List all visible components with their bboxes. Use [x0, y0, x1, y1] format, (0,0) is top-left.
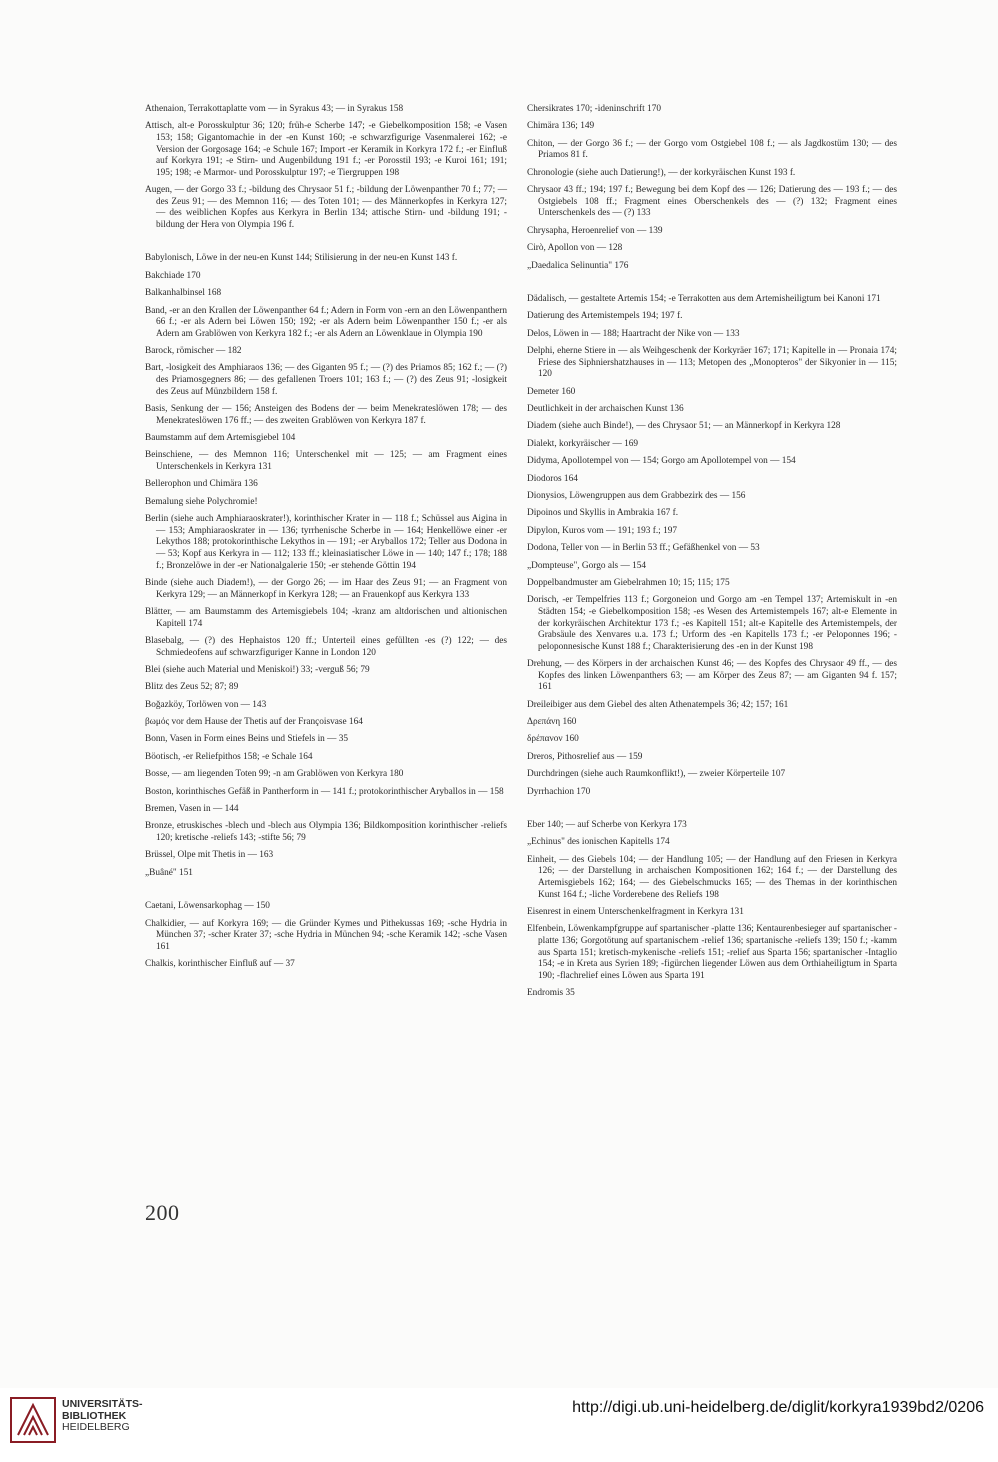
- index-entry: Böotisch, -er Reliefpithos 158; -e Schale 164: [145, 751, 313, 762]
- index-entry: Delos, Löwen in — 188; Haartracht der Nike von — 133: [527, 328, 740, 339]
- index-entry: Didyma, Apollotempel von — 154; Gorgo am Apollotempel von — 154: [527, 456, 796, 467]
- logo-line-2: BIBLIOTHEK: [62, 1409, 127, 1422]
- index-column-left: [145, 104, 507, 977]
- index-entry: Dipylon, Kuros vom — 191; 193 f.; 197: [527, 525, 678, 536]
- footer-bar: [0, 1388, 998, 1462]
- index-entry: Elfenbein, Löwenkampfgruppe auf spartanischer -platte 136; Kentaurenbesieger auf spartanischer -platte 136; Gorgotötung auf spartanischem -relief 136; spartanische -reliefs 139; 150 f.; -kamm aus Sparta 151; kretisch-mykenische -reliefs 151; -relief aus Sparta 156; spartanischer -Intaglio 154; -e in Kreta aus Syrien 189; -figürchen liegender Löwen aus dem Orthiaheiligtum in Sparta 190; -flachrelief eines Löwen aus Sparta 191: [527, 924, 897, 981]
- library-logo-icon: [10, 1397, 56, 1443]
- index-entry: Datierung des Artemistempels 194; 197 f.: [527, 311, 683, 322]
- index-entry: Bakchiade 170: [145, 270, 201, 281]
- index-entry: Chersikrates 170; -ideninschrift 170: [527, 104, 662, 114]
- index-entry: „Echinus" des ionischen Kapitells 174: [527, 837, 670, 848]
- index-entry: „Buâné" 151: [145, 867, 193, 878]
- index-entry: Dodona, Teller von — in Berlin 53 ff.; Gefäßhenkel von — 53: [527, 543, 760, 554]
- index-entry: Band, -er an den Krallen der Löwenpanther 64 f.; Adern in Form von -ern an den Löwenpanthern 66 f.; -er als Adern bei Löwen 150; 192; -er als Adern beim Löwenpanther 150 f.; -er als Adern am Grablöwen von Kerkyra 182 f.; -er als Adern an Löwenklaue in Olympia 190: [145, 305, 507, 339]
- index-entry: Endromis 35: [527, 988, 575, 999]
- index-entry: Blätter, — am Baumstamm des Artemisgiebels 104; -kranz am altdorischen und altionischen Kapitell 174: [145, 606, 507, 629]
- index-entry: Blei (siehe auch Material und Meniskoi!) 33; -verguß 56; 79: [145, 664, 370, 675]
- index-entry: Einheit, — des Giebels 104; — der Handlung 105; — der Handlung auf den Friesen in Kerkyra 126; — der Darstellung in archaischen Kompositionen 162; 164 f.; — der Darstellung des Artemisgiebels 162; 164; — des Giebelschmucks 165; — des Themas in der korinthischen Kunst 164 f.; -liche Vorderebene des Reliefs 198: [527, 854, 897, 900]
- index-entry: Binde (siehe auch Diadem!), — der Gorgo 26; — im Haar des Zeus 91; — an Fragment von Kerkyra 129; — an Männerkopf in Kerkyra 128; — an Frauenkopf aus Kerkyra 133: [145, 577, 507, 600]
- index-entry: „Dompteuse", Gorgo als — 154: [527, 560, 647, 571]
- logo-line-1: UNIVERSITÄTS-: [62, 1398, 143, 1410]
- index-entry: Dorisch, -er Tempelfries 113 f.; Gorgoneion und Gorgo am -en Tempel 137; Artemiskult in -en Städten 154; -e Giebelkomposition 158; -es Wesen des Artemistempels 167; alt-e Elemente in der korkyräischen Architektur 173 f.; -es Kapitell 151; alt-e Kapitelle des Artemistempels, der Grabsäule des Xenvares u.a. 173 f.; Urform des -en Kapitells 173 f.; -er Peloponnes 196; -peloponnesische Kunst 188 f.; Charakterisierung des -en in der Kunst 198: [527, 595, 897, 652]
- index-column-right: [527, 104, 897, 1006]
- index-entry: Bemalung siehe Polychromie!: [145, 496, 258, 507]
- section-gap: [527, 278, 897, 294]
- index-entry: Diodoros 164: [527, 473, 578, 484]
- index-entry: Balkanhalbinsel 168: [145, 288, 222, 299]
- index-entry: Barock, römischer — 182: [145, 346, 242, 357]
- index-entry: Caetani, Löwensarkophag — 150: [145, 901, 270, 912]
- index-entry: Bellerophon und Chimära 136: [145, 479, 258, 490]
- logo-line-3: HEIDELBERG: [62, 1421, 130, 1433]
- index-entry: Attisch, alt-e Porosskulptur 36; 120; früh-e Scherbe 147; -e Giebelkomposition 158; -e Vasen 153; 158; Gigantomachie in der -en Kunst 160; -e schwarzfigurige Vasenmalerei 162; -e Version der Gorgosage 164; -e Schule 167; Import -er Keramik in Korkyra 172 f.; -er Einfluß auf Korkyra 191; -e Stirn- und Augenbildung 191 f.; -er Porosstil 193; -e Kuroi 161; 191; 195; 198; -e Marmor- und Porosskulptur 197; -e Tiergruppen 198: [145, 121, 507, 178]
- index-entry: Eber 140; — auf Scherbe von Kerkyra 173: [527, 820, 687, 831]
- index-entry: βωμός vor dem Hause der Thetis auf der Françoisvase 164: [145, 717, 363, 728]
- index-entry: Chiton, — der Gorgo 36 f.; — der Gorgo vom Ostgiebel 108 f.; — als Jagdkostüm 130; — des Priamos 81 f.: [527, 138, 897, 161]
- index-entry: Beinschiene, — des Memnon 116; Unterschenkel mit — 125; — am Fragment eines Unterschenkels in Kerkyra 131: [145, 450, 507, 473]
- index-entry: Deutlichkeit in der archaischen Kunst 136: [527, 404, 684, 415]
- index-entry: Drehung, — des Körpers in der archaischen Kunst 46; — des Kopfes des Chrysaor 49 ff., — des Kopfes des linken Löwenpanthers 63; — am Körper des Zeus 87; — am Giganten 94 f. 157; 161: [527, 659, 897, 693]
- index-entry: Δρεπάνη 160: [527, 717, 577, 728]
- section-gap: [145, 885, 507, 901]
- index-entry: Athenaion, Terrakottaplatte vom — in Syrakus 43; — in Syrakus 158: [145, 104, 404, 114]
- index-entry: Baumstamm auf dem Artemisgiebel 104: [145, 433, 296, 444]
- page-number: 200: [145, 1200, 180, 1225]
- index-entry: δρέπανον 160: [527, 734, 579, 745]
- index-entry: Chalkidier, — auf Korkyra 169; — die Gründer Kymes und Pithekussas 169; -sche Hydria in München 37; -scher Krater 37; -sche Hydria in München 94; -sche Keramik 142; -sche Vasen 161: [145, 918, 507, 952]
- index-entry: Bremen, Vasen in — 144: [145, 804, 239, 815]
- index-entry: Bart, -losigkeit des Amphiaraos 136; — des Giganten 95 f.; — (?) des Priamos 85; 162 f.; — (?) des Priamosgegners 86; — des gefallenen Troers 101; 163 f.; — (?) des Zeus 91; -losigkeit des Zeus auf Münzbildern 158 f.: [145, 363, 507, 397]
- section-gap: [527, 804, 897, 820]
- index-entry: Augen, — der Gorgo 33 f.; -bildung des Chrysaor 51 f.; -bildung der Löwenpanther 70 f.; 77; — des Zeus 91; — des Memnon 116; — des Toten 101; — des Männerkopfes in Kerkyra 127; — des weiblichen Kopfes aus Kerkyra in Berlin 134; attische Stirn- und -bildung 191; -bildung der Hera von Olympia 196 f.: [145, 185, 507, 230]
- index-entry: Dionysios, Löwengruppen aus dem Grabbezirk des — 156: [527, 491, 746, 501]
- index-entry: Dreileibiger aus dem Giebel des alten Athenatempels 36; 42; 157; 161: [527, 699, 789, 710]
- index-entry: Dialekt, korkyräischer — 169: [527, 438, 639, 449]
- index-entry: Basis, Senkung der — 156; Ansteigen des Bodens der — beim Menekrateslöwen 178; — des Menekrateslöwen 176 ff.; — des zweiten Grablöwen von Kerkyra 187 f.: [145, 404, 507, 426]
- index-entry: Chrysaor 43 ff.; 194; 197 f.; Bewegung bei dem Kopf des — 126; Datierung des — 193 f.; — des Ostgiebels 108 ff.; Fragment eines Oberschenkels des — (?) 132; Fragment eines Unterschenkels des — (?) 133: [527, 185, 897, 219]
- index-entry: Bonn, Vasen in Form eines Beins und Stiefels in — 35: [145, 734, 349, 745]
- index-entry: Chrysapha, Heroenrelief von — 139: [527, 225, 663, 236]
- index-entry: Chalkis, korinthischer Einfluß auf — 37: [145, 959, 295, 970]
- index-entry: Bronze, etruskisches -blech und -blech aus Olympia 136; Bildkomposition korinthischer -reliefs 120; kretische -reliefs 143; -stifte 56; 79: [145, 821, 507, 844]
- index-entry: Brüssel, Olpe mit Thetis in — 163: [145, 850, 274, 861]
- index-entry: Delphi, eherne Stiere in — als Weihgeschenk der Korkyräer 167; 171; Kapitelle in — Pronaia 174; Friese des Siphniershatzhauses in — 113; Metopen des „Monopteros" der Sikyonier in — 115; 120: [527, 346, 897, 380]
- index-entry: Diadem (siehe auch Binde!), — des Chrysaor 51; — an Männerkopf in Kerkyra 128: [527, 421, 841, 432]
- index-entry: Chimära 136; 149: [527, 121, 595, 132]
- index-entry: Cirò, Apollon von — 128: [527, 243, 623, 254]
- index-entry: Eisenrest in einem Unterschenkelfragment in Kerkyra 131: [527, 906, 744, 917]
- index-entry: Chronologie (siehe auch Datierung!), — der korkyräischen Kunst 193 f.: [527, 167, 796, 178]
- index-entry: Boğazköy, Torlöwen von — 143: [145, 699, 267, 710]
- index-entry: Boston, korinthisches Gefäß in Pantherform in — 141 f.; protokorinthischer Aryballos in — 158: [145, 786, 504, 797]
- source-url-link[interactable]: http://digi.ub.uni-heidelberg.de/diglit/korkyra1939bd2/0206: [572, 1399, 984, 1416]
- index-entry: Dreros, Pithosrelief aus — 159: [527, 751, 643, 762]
- index-entry: Berlin (siehe auch Amphiaraoskrater!), korinthischer Krater in — 118 f.; Schüssel aus Aigina in — 153; Amphiaraoskrater in — 136; tyrrhenische Scherbe in — 164; Henkellöwe einer -er Lekythos 188; protokorinthische Lekythos in — 191; -er Aryballos 172; Teller aus Dodona in — 53; Kopf aus Kerkyra in — 112; 133 ff.; kleinasiatischer Löwe in — 140; 147 f.; 178; 188 f.; Bronzelöwe in der -er Nationalgalerie 150; -er stehende Göttin 194: [145, 514, 507, 571]
- index-entry: Blitz des Zeus 52; 87; 89: [145, 682, 239, 693]
- index-entry: Bosse, — am liegenden Toten 99; -n am Grablöwen von Kerkyra 180: [145, 769, 404, 780]
- index-entry: „Daedalica Selinuntia" 176: [527, 260, 629, 271]
- index-entry: Dipoinos und Skyllis in Ambrakia 167 f.: [527, 508, 679, 519]
- index-entry: Babylonisch, Löwe in der neu-en Kunst 144; Stilisierung in der neu-en Kunst 143 f.: [145, 253, 458, 264]
- section-gap: [145, 237, 507, 253]
- library-logo-text: [62, 1399, 143, 1434]
- index-entry: Durchdringen (siehe auch Raumkonflikt!), — zweier Körperteile 107: [527, 769, 786, 780]
- index-entry: Doppelbandmuster am Giebelrahmen 10; 15; 115; 175: [527, 577, 730, 588]
- index-entry: Dädalisch, — gestaltete Artemis 154; -e Terrakotten aus dem Artemisheiligtum bei Kanoni 171: [527, 293, 881, 304]
- index-entry: Demeter 160: [527, 386, 576, 397]
- index-entry: Blasebalg, — (?) des Hephaistos 120 ff.; Unterteil eines gefüllten -es (?) 122; — des Schmiedeofens auf schwarzfiguriger Kanne in London 120: [145, 635, 507, 658]
- index-entry: Dyrrhachion 170: [527, 786, 591, 797]
